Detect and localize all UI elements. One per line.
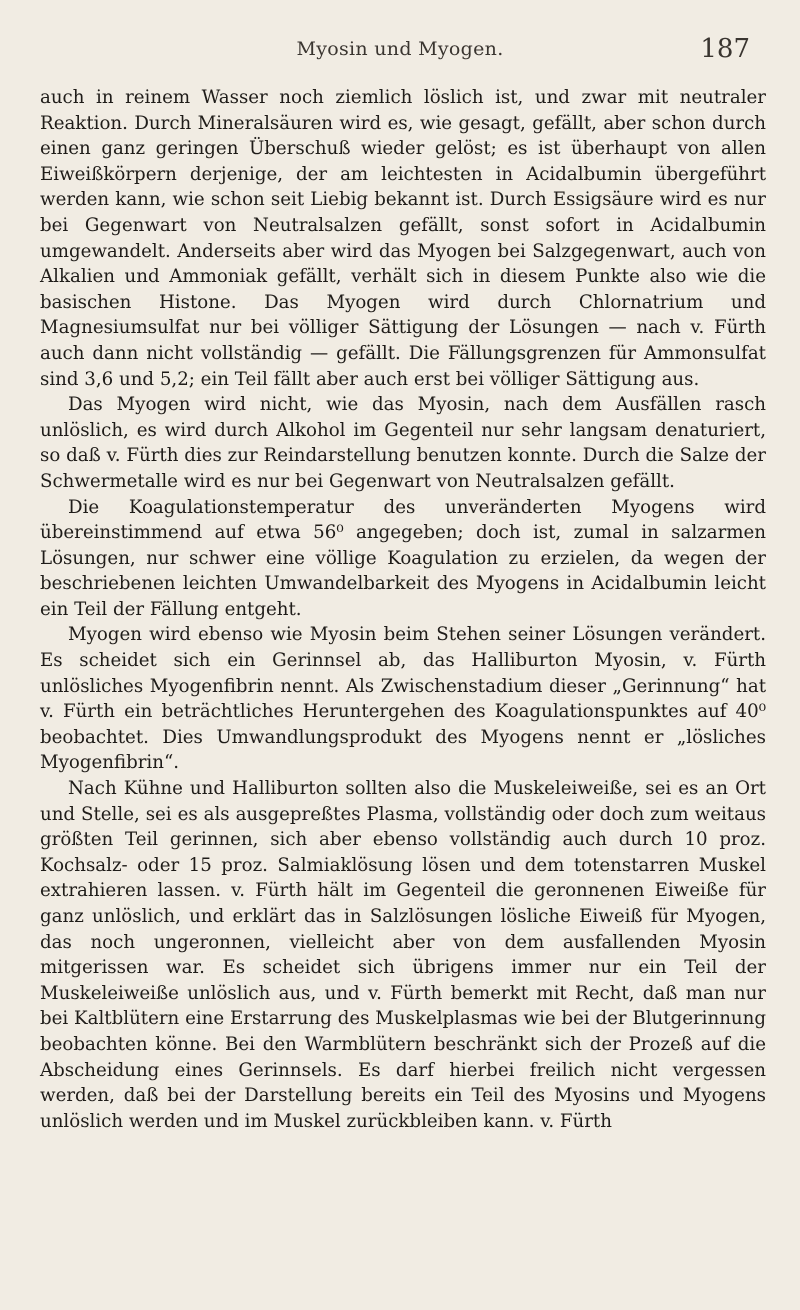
page-number: 187 [700, 34, 750, 64]
paragraph: Myogen wird ebenso wie Myosin beim Stehen seiner Lösungen verändert. Es scheidet sich ein Gerinnsel ab, das Halliburton Myosin, v. Fürth unlösliches Myogenfibrin nennt. Als Zwischenstadium dieser „Gerinnung“ hat v. Fürth ein beträchtliches Heruntergehen des Koagulationspunktes auf 40⁰ beobachtet. Dies Umwandlungsprodukt des Myogens nennt er „lösliches Myogenfibrin“. [40, 624, 766, 774]
paragraph: auch in reinem Wasser noch ziemlich löslich ist, und zwar mit neutraler Reaktion. Durch Mineralsäuren wird es, wie gesagt, gefällt, aber schon durch einen ganz geringen Überschuß wieder gelöst; es ist überhaupt von allen Eiweißkörpern derjenige, der am leichtesten in Acidalbumin übergeführt werden kann, wie schon seit Liebig bekannt ist. Durch Essigsäure wird es nur bei Gegenwart von Neutralsalzen gefällt, sonst sofort in Acidalbumin umgewandelt. Anderseits aber wird das Myogen bei Salzgegenwart, auch von Alkalien und Ammoniak gefällt, verhält sich in diesem Punkte also wie die basischen Histone. Das Myogen wird durch Chlornatrium und Magnesiumsulfat nur bei völliger Sättigung der Lösungen — nach v. Fürth auch dann nicht vollständig — gefällt. Die Fällungsgrenzen für Ammonsulfat sind 3,6 und 5,2; ein Teil fällt aber auch erst bei völliger Sättigung aus. [40, 87, 766, 390]
running-head: Myosin und Myogen. [296, 38, 504, 60]
paragraph: Die Koagulationstemperatur des unveränderten Myogens wird übereinstimmend auf etwa 56⁰ angegeben; doch ist, zumal in salzarmen Lösungen, nur schwer eine völlige Koagulation zu erzielen, da wegen der beschriebenen leichten Umwandelbarkeit des Myogens in Acidalbumin leicht ein Teil der Fällung entgeht. [40, 496, 766, 620]
body-text [40, 85, 766, 1134]
page-header [0, 34, 800, 68]
paragraph: Nach Kühne und Halliburton sollten also die Muskeleiweiße, sei es an Ort und Stelle, sei es als ausgepreßtes Plasma, vollständig oder doch zum weitaus größten Teil gerinnen, sich aber ebenso vollständig auch durch 10 proz. Kochsalz- oder 15 proz. Salmiaklösung lösen und dem totenstarren Muskel extrahieren lassen. v. Fürth hält im Gegenteil die geronnenen Eiweiße für ganz unlöslich, und erklärt das in Salzlösungen lösliche Eiweiß für Myogen, das noch ungeronnen, vielleicht aber von dem ausfallenden Myosin mitgerissen war. Es scheidet sich übrigens immer nur ein Teil der Muskeleiweiße unlöslich aus, und v. Fürth bemerkt mit Recht, daß man nur bei Kaltblütern eine Erstarrung des Muskelplasmas wie bei der Blutgerinnung beobachten könne. Bei den Warmblütern beschränkt sich der Prozeß auf die Abscheidung eines Gerinnsels. Es darf hierbei freilich nicht vergessen werden, daß bei der Darstellung bereits ein Teil des Myosins und Myogens unlöslich werden und im Muskel zurückbleiben kann. v. Fürth [40, 778, 766, 1132]
paragraph: Das Myogen wird nicht, wie das Myosin, nach dem Ausfällen rasch unlöslich, es wird durch Alkohol im Gegenteil nur sehr langsam denaturiert, so daß v. Fürth dies zur Reindarstellung benutzen konnte. Durch die Salze der Schwermetalle wird es nur bei Gegenwart von Neutralsalzen gefällt. [40, 394, 766, 492]
